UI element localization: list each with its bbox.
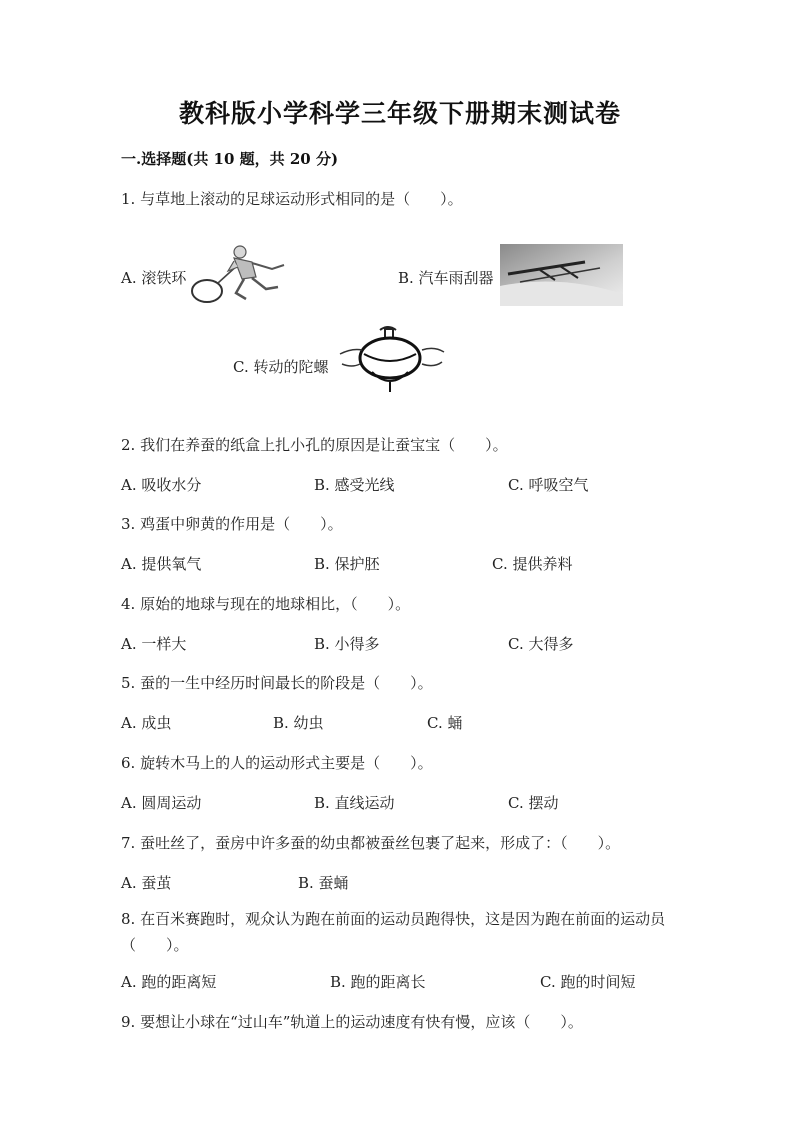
page-title: 教科版小学科学三年级下册期末测试卷 (178, 99, 621, 128)
q4-option-a[interactable]: A. 一样大 (121, 635, 187, 653)
question-6: 6. 旋转木马上的人的运动形式主要是（ ）。 (121, 754, 433, 772)
q6-option-a[interactable]: A. 圆周运动 (121, 794, 202, 812)
q1-option-c[interactable]: C. 转动的陀螺 (233, 358, 329, 376)
q2-option-a[interactable]: A. 吸收水分 (121, 476, 202, 494)
q8-option-b[interactable]: B. 跑的距离长 (330, 973, 426, 991)
hoop-rolling-boy-image (188, 243, 288, 305)
question-5: 5. 蚕的一生中经历时间最长的阶段是（ ）。 (121, 674, 433, 692)
spinning-top-image (338, 324, 446, 394)
section-heading: 一.选择题(共 10 题，共 20 分) (121, 150, 339, 168)
q7-option-a[interactable]: A. 蚕茧 (121, 874, 172, 892)
q7-option-b[interactable]: B. 蚕蛹 (298, 874, 349, 892)
q8-option-c[interactable]: C. 跑的时间短 (540, 973, 636, 991)
q5-option-a[interactable]: A. 成虫 (121, 714, 172, 732)
question-9: 9. 要想让小球在“过山车”轨道上的运动速度有快有慢，应该（ ）。 (121, 1013, 583, 1031)
q5-option-c[interactable]: C. 蛹 (427, 714, 463, 732)
q4-option-c[interactable]: C. 大得多 (508, 635, 574, 653)
q1-option-a[interactable]: A. 滚铁环 (121, 269, 187, 287)
q5-option-b[interactable]: B. 幼虫 (273, 714, 324, 732)
question-2: 2. 我们在养蚕的纸盒上扎小孔的原因是让蚕宝宝（ ）。 (121, 436, 508, 454)
q3-option-b[interactable]: B. 保护胚 (314, 555, 380, 573)
question-1: 1. 与草地上滚动的足球运动形式相同的是（ ）。 (121, 190, 463, 208)
q2-option-c[interactable]: C. 呼吸空气 (508, 476, 589, 494)
q8-option-a[interactable]: A. 跑的距离短 (121, 973, 217, 991)
q4-option-b[interactable]: B. 小得多 (314, 635, 380, 653)
q3-option-c[interactable]: C. 提供养料 (492, 555, 573, 573)
question-3: 3. 鸡蛋中卵黄的作用是（ ）。 (121, 515, 343, 533)
q1-option-b[interactable]: B. 汽车雨刮器 (398, 269, 494, 287)
question-7: 7. 蚕吐丝了，蚕房中许多蚕的幼虫都被蚕丝包裹了起来，形成了：（ ）。 (121, 834, 621, 852)
q6-option-b[interactable]: B. 直线运动 (314, 794, 395, 812)
windshield-wiper-image (500, 244, 623, 306)
q3-option-a[interactable]: A. 提供氧气 (121, 555, 202, 573)
question-4: 4. 原始的地球与现在的地球相比，（ ）。 (121, 595, 411, 613)
q6-option-c[interactable]: C. 摆动 (508, 794, 559, 812)
question-8: 8. 在百米赛跑时，观众认为跑在前面的运动员跑得快，这是因为跑在前面的运动员（ ）。 (121, 910, 666, 954)
q2-option-b[interactable]: B. 感受光线 (314, 476, 395, 494)
